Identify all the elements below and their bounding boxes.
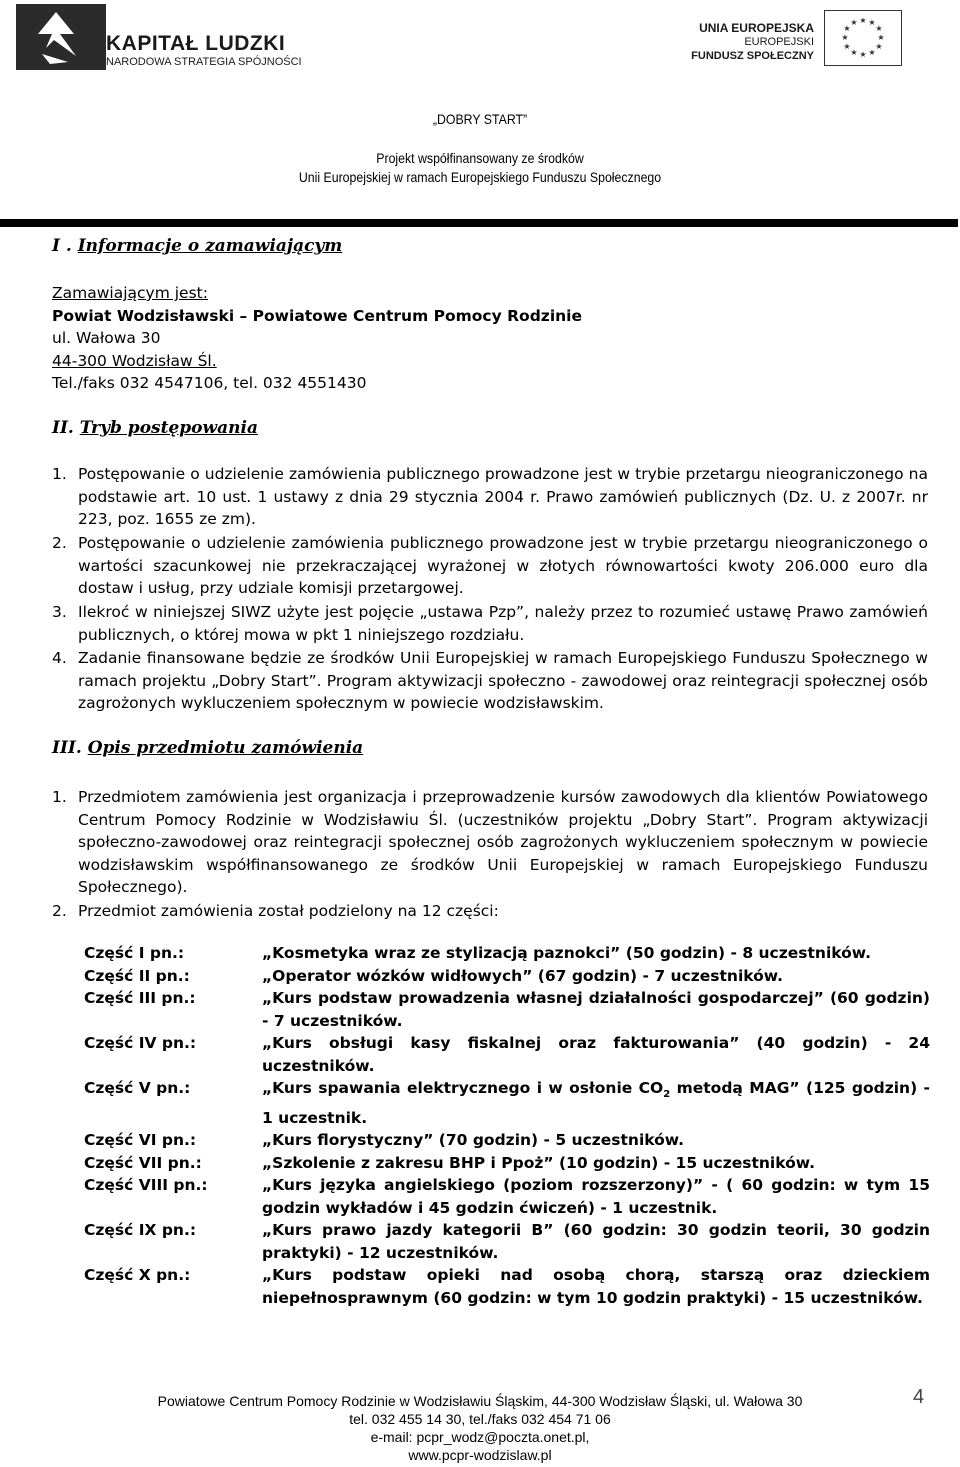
svg-text:★: ★ xyxy=(850,48,858,57)
part-row xyxy=(84,1174,930,1219)
section-2-number: II. xyxy=(52,418,74,438)
svg-text:★: ★ xyxy=(877,33,885,42)
procedure-item xyxy=(52,532,928,600)
item-number: 3. xyxy=(52,603,67,621)
kapital-ludzki-subtitle: NARODOWA STRATEGIA SPÓJNOŚCI xyxy=(106,56,302,68)
svg-text:★: ★ xyxy=(850,18,858,27)
part-label: Część VII pn.: xyxy=(84,1153,202,1172)
procedure-item xyxy=(52,463,928,531)
eu-line-3: FUNDUSZ SPOŁECZNY xyxy=(691,50,814,62)
page-number: 4 xyxy=(913,1386,925,1408)
svg-text:★: ★ xyxy=(875,24,883,33)
part-text-subscript: 2 xyxy=(663,1089,671,1101)
part-label: Część X pn.: xyxy=(84,1266,191,1285)
part-text: „Kurs prawo jazdy kategorii B” (60 godzin: 30 godzin teorii, 30 godzin praktyki) - 12 uczestników. xyxy=(262,1221,930,1262)
procedure-item xyxy=(52,647,928,715)
part-label: Część III pn.: xyxy=(84,989,196,1007)
section-1-number: I . xyxy=(52,236,72,256)
part-label: Część II pn.: xyxy=(84,966,190,985)
svg-text:★: ★ xyxy=(875,42,883,51)
part-label: Część VI pn.: xyxy=(84,1131,197,1150)
project-cofinance-line-2: Unii Europejskiej w ramach Europejskiego Funduszu Społecznego xyxy=(298,169,662,185)
project-cofinance-line-1: Projekt współfinansowany ze środków xyxy=(376,150,584,166)
svg-text:★: ★ xyxy=(841,33,849,42)
item-text: Zadanie finansowane będzie ze środków Unii Europejskiej w ramach Europejskiego Funduszu Społecznego w ramach projektu „Dobry Start”. Program aktywizacji społeczno - zawodowej oraz reintegracji społecznej osób zagrożonych wykluczeniem społecznym w powiecie wodzisławskim. xyxy=(78,649,928,712)
item-text: Przedmiotem zamówienia jest organizacja i przeprowadzenie kursów zawodowych dla klientów Powiatowego Centrum Pomocy Rodzinie w Wodzisławiu Śl. (uczestników projektu „Dobry Start”. Program aktywizacji społeczno-zawodowej oraz reintegracji społecznej osób zagrożonych wykluczeniem społecznym w powiecie wodzisławskim współfinansowanego ze środków Unii Europejskiej w ramach Europejskiego Funduszu Społecznego). xyxy=(78,788,928,896)
item-text: Przedmiot zamówienia został podzielony na 12 części: xyxy=(78,902,499,920)
svg-text:★: ★ xyxy=(843,42,851,51)
item-number: 2. xyxy=(52,534,67,552)
part-row xyxy=(84,987,930,1032)
authority-name: Powiat Wodzisławski – Powiatowe Centrum Pomocy Rodzinie xyxy=(52,306,582,325)
item-number: 4. xyxy=(52,649,67,667)
part-label: Część IV pn.: xyxy=(84,1034,197,1052)
item-number: 2. xyxy=(52,902,67,920)
footer-address: Powiatowe Centrum Pomocy Rodzinie w Wodzisławiu Śląskim, 44-300 Wodzisław Śląski, ul. Wałowa 30 xyxy=(157,1393,803,1409)
item-number: 1. xyxy=(52,465,67,483)
part-text: „Kosmetyka wraz ze stylizacją paznokci” (50 godzin) - 8 uczestników. xyxy=(262,944,872,962)
contracting-authority-block xyxy=(52,282,582,395)
project-name: „DOBRY START” xyxy=(432,111,528,127)
part-row xyxy=(84,1032,930,1077)
svg-text:★: ★ xyxy=(859,16,867,25)
subject-item xyxy=(52,786,928,899)
svg-text:★: ★ xyxy=(859,50,867,59)
authority-city: 44-300 Wodzisław Śl. xyxy=(52,351,217,370)
section-3-title: Opis przedmiotu zamówienia xyxy=(87,738,364,758)
footer-website: www.pcpr-wodzislaw.pl xyxy=(408,1447,552,1463)
part-row xyxy=(84,942,930,965)
section-2-title: Tryb postępowania xyxy=(79,418,258,438)
item-text: Postępowanie o udzielenie zamówienia publicznego prowadzone jest w trybie przetargu nieograniczonego na podstawie art. 10 ust. 1 ustawy z dnia 29 stycznia 2004 r. Prawo zamówień publicznych (Dz. U. z 2007r. nr 223, poz. 1655 ze zm). xyxy=(78,465,928,528)
part-row xyxy=(84,1264,930,1309)
section-2-heading xyxy=(52,418,258,438)
part-row xyxy=(84,1077,930,1129)
part-text: „Kurs obsługi kasy fiskalnej oraz fakturowania” (40 godzin) - 24 uczestników. xyxy=(262,1034,930,1075)
part-row xyxy=(84,965,930,988)
item-number: 1. xyxy=(52,788,67,806)
part-text-main: „Kurs spawania elektrycznego i w osłonie CO xyxy=(262,1079,664,1097)
part-label: Część V pn.: xyxy=(84,1079,191,1097)
subject-item xyxy=(52,900,928,923)
svg-text:★: ★ xyxy=(843,24,851,33)
part-row xyxy=(84,1219,930,1264)
authority-street: ul. Wałowa 30 xyxy=(52,329,161,347)
part-label: Część IX pn.: xyxy=(84,1221,197,1240)
eu-fund-logo-text xyxy=(691,21,814,63)
part-text: „Kurs podstaw opieki nad osobą chorą, starszą oraz dzieckiem niepełnosprawnym (60 godzin: w tym 10 godzin praktyki) - 15 uczestników. xyxy=(262,1266,930,1307)
part-text: „Operator wózków widłowych” (67 godzin) - 7 uczestników. xyxy=(262,966,784,985)
eu-line-2: EUROPEJSKI xyxy=(744,36,814,48)
item-text: Postępowanie o udzielenie zamówienia publicznego prowadzone jest w trybie przetargu nieograniczonego o wartości szacunkowej nie przekraczającej wyrażonej w złotych równowartości kwoty 206.000 euro dla dostaw i usług, przy udziale komisji przetargowej. xyxy=(78,534,928,597)
part-row xyxy=(84,1129,930,1152)
kapital-ludzki-logo-icon xyxy=(16,4,106,70)
page-footer xyxy=(0,1392,960,1464)
eu-line-1: UNIA EUROPEJSKA xyxy=(699,21,814,35)
svg-text:★: ★ xyxy=(868,48,876,57)
part-text-rest: metodą MAG” (125 godzin) - 1 uczestnik. xyxy=(262,1079,930,1127)
procedure-item xyxy=(52,601,928,646)
part-text: „Kurs podstaw prowadzenia własnej działalności gospodarczej” (60 godzin) - 7 uczestników. xyxy=(262,989,930,1030)
part-label: Część I pn.: xyxy=(84,944,185,962)
item-text: Ilekroć w niniejszej SIWZ użyte jest pojęcie „ustawa Pzp”, należy przez to rozumieć ustawę Prawo zamówień publicznych, o której mowa w pkt 1 niniejszego rozdziału. xyxy=(78,603,928,644)
section-1-title: Informacje o zamawiającym xyxy=(77,236,343,256)
header-divider xyxy=(0,219,958,227)
part-text: „Szkolenie z zakresu BHP i Ppoż” (10 godzin) - 15 uczestników. xyxy=(262,1153,816,1172)
part-text: „Kurs języka angielskiego (poziom rozszerzony)” - ( 60 godzin: w tym 15 godzin wykładów i 45 godzin ćwiczeń) - 1 uczestnik. xyxy=(262,1176,930,1217)
part-text: „Kurs florystyczny” (70 godzin) - 5 uczestników. xyxy=(262,1131,685,1150)
authority-phone: Tel./faks 032 4547106, tel. 032 4551430 xyxy=(52,374,367,392)
parts-list xyxy=(84,942,930,1309)
part-row xyxy=(84,1152,930,1175)
eu-flag-icon xyxy=(824,10,902,66)
footer-email: e-mail: pcpr_wodz@poczta.onet.pl, xyxy=(370,1429,590,1445)
footer-phone: tel. 032 455 14 30, tel./faks 032 454 71 06 xyxy=(349,1411,611,1427)
section-3-number: III. xyxy=(52,738,82,758)
kapital-ludzki-title: KAPITAŁ LUDZKI xyxy=(106,32,286,55)
svg-text:★: ★ xyxy=(868,18,876,27)
section-3-heading xyxy=(52,738,363,758)
part-text xyxy=(262,1077,930,1129)
section-1-heading xyxy=(52,236,342,256)
authority-intro: Zamawiającym jest: xyxy=(52,284,208,302)
part-label: Część VIII pn.: xyxy=(84,1176,208,1195)
